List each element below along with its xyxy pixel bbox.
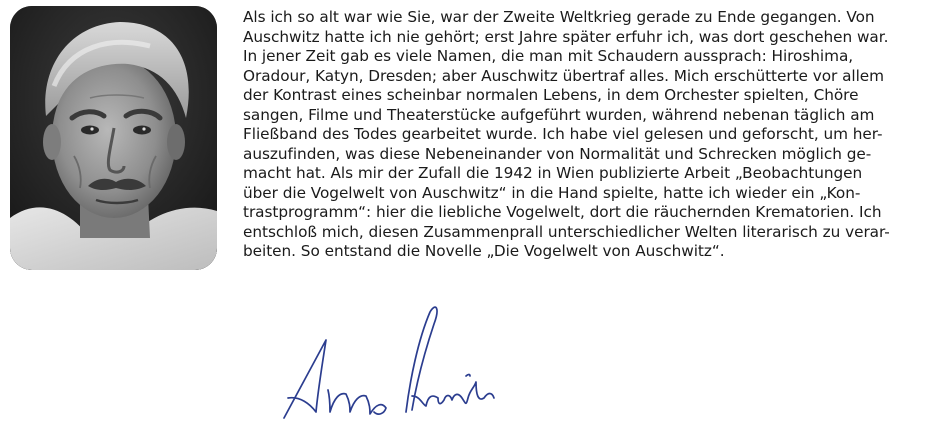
text-line: Als ich so alt war wie Sie, war der Zweite Weltkrieg gerade zu Ende gegangen. Von bbox=[243, 8, 875, 26]
author-portrait bbox=[10, 6, 217, 270]
text-line: auszufinden, was diese Nebeneinander von Normalität und Schrecken möglich ge- bbox=[243, 144, 872, 163]
text-line: der Kontrast eines scheinbar normalen Lebens, in dem Orchester spielten, Chöre bbox=[243, 86, 859, 104]
text-line: macht hat. Als mir der Zufall die 1942 in Wien publizierte Arbeit „Beobachtungen bbox=[243, 164, 863, 182]
signature-icon bbox=[270, 300, 510, 436]
text-line: Oradour, Katyn, Dresden; aber Auschwitz übertraf alles. Mich erschütterte vor allem bbox=[243, 66, 885, 85]
text-line: entschloß mich, diesen Zusammenprall unterschiedlicher Welten literarisch zu verar- bbox=[243, 222, 890, 241]
text-line: über die Vogelwelt von Auschwitz“ in die Hand spielte, hatte ich wieder ein „Kon- bbox=[243, 183, 861, 202]
handwritten-signature bbox=[270, 300, 510, 436]
text-line: beiten. So entstand die Novelle „Die Vogelwelt von Auschwitz“. bbox=[243, 242, 725, 260]
text-line: trastprogramm“: hier die liebliche Vogelwelt, dort die räuchernden Krematorien. Ich bbox=[243, 203, 882, 221]
text-line: Auschwitz hatte ich nie gehört; erst Jahre später erfuhr ich, was dort geschehen war. bbox=[243, 27, 889, 46]
text-line: In jener Zeit gab es viele Namen, die man mit Schaudern aussprach: Hiroshima, bbox=[243, 47, 854, 65]
author-statement-text bbox=[243, 8, 923, 262]
text-line: Fließband des Todes gearbeitet wurde. Ich habe viel gelesen und geforscht, um her- bbox=[243, 125, 883, 143]
author-portrait-photo-icon bbox=[10, 6, 217, 270]
text-line: sangen, Filme und Theaterstücke aufgeführt wurden, während nebenan täglich am bbox=[243, 105, 875, 124]
